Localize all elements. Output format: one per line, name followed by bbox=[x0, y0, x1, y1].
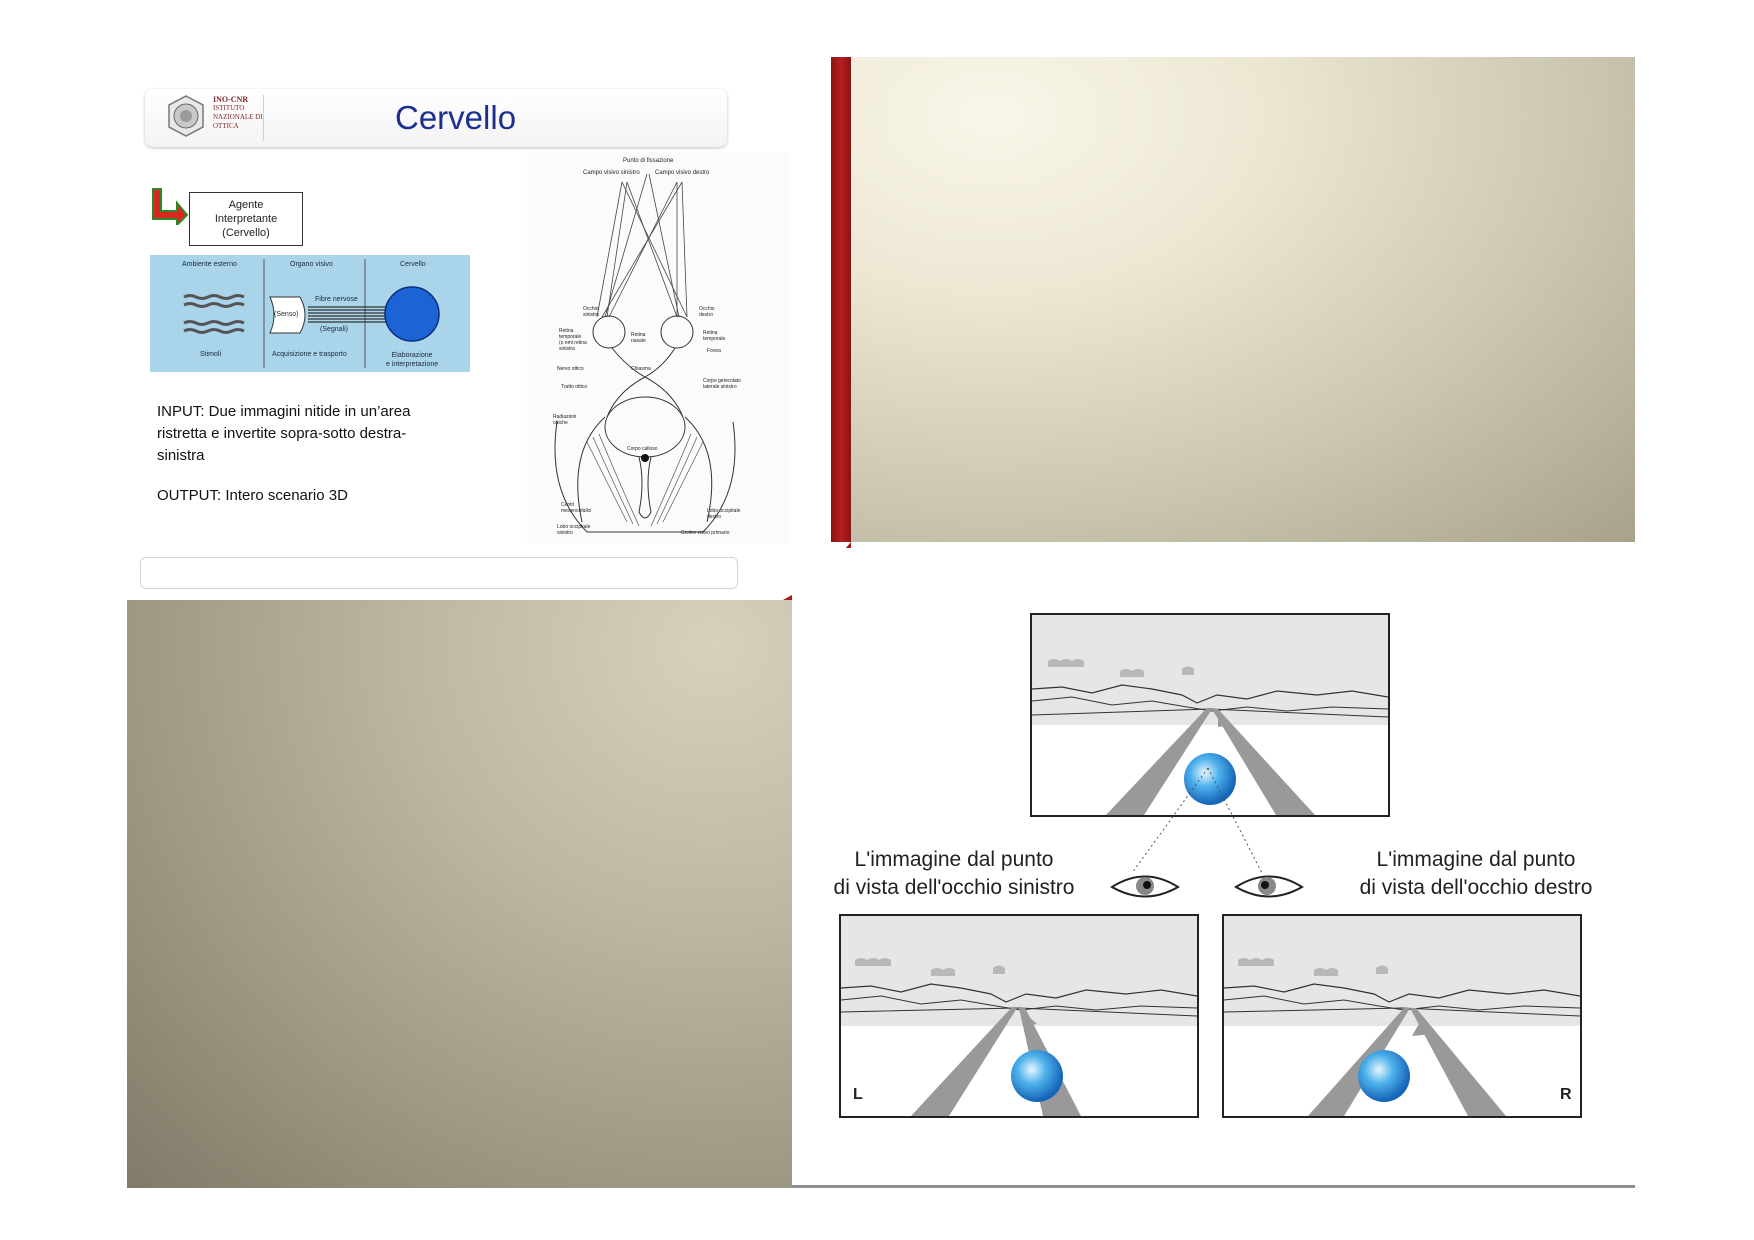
input-description: INPUT: Due immagini nitide in un’area ristretta e invertite sopra-sotto destra- sinistra bbox=[157, 403, 411, 464]
pathway-label-occhio-sinistro: Occhio sinistro bbox=[583, 306, 599, 318]
diagram-footer-stimoli: Stimoli bbox=[200, 351, 222, 358]
logo-line: ISTITUTO bbox=[213, 104, 245, 112]
slide-footer-bar bbox=[140, 557, 738, 589]
agente-interpretante-box bbox=[189, 192, 303, 246]
right-eye-caption bbox=[1344, 846, 1608, 902]
visual-pathway-diagram bbox=[527, 152, 789, 544]
blank-slide-background-bottom-left bbox=[127, 600, 792, 1188]
output-description: OUTPUT: Intero scenario 3D bbox=[157, 487, 348, 504]
agent-box-line: (Cervello) bbox=[222, 227, 270, 239]
pathway-label-nervo-ottico: Nervo ottico bbox=[557, 366, 584, 372]
logo-line: OTTICA bbox=[213, 122, 239, 130]
stereo-vision-figure bbox=[792, 548, 1635, 1188]
scene-right-eye bbox=[1222, 914, 1582, 1118]
left-caption-line: di vista dell'occhio sinistro bbox=[833, 876, 1075, 899]
slide-title: Cervello bbox=[395, 99, 517, 136]
logo-wordmark bbox=[213, 95, 263, 131]
right-caption-line: L'immagine dal punto bbox=[1376, 848, 1576, 871]
pathway-label-radiazioni: Radiazioni ottiche bbox=[553, 414, 577, 426]
pathway-label-tratto-ottico: Tratto ottico bbox=[561, 384, 588, 390]
pathway-label-campo-sinistro: Campo visivo sinistro bbox=[583, 170, 640, 176]
stereo-bottom-rule bbox=[792, 1185, 1635, 1188]
ino-cnr-logo-icon bbox=[165, 95, 207, 137]
blank-slide-background-top-right bbox=[851, 57, 1635, 542]
diagram-label-senso: (Senso) bbox=[274, 311, 299, 318]
logo-separator bbox=[263, 95, 264, 141]
pathway-label-lobo-sinistro: Lobo occipitale sinistro bbox=[557, 524, 591, 536]
vision-process-diagram bbox=[150, 255, 470, 372]
left-eye-caption bbox=[816, 846, 1092, 902]
agent-box-line: Agente bbox=[228, 199, 264, 211]
left-scene-label: L bbox=[853, 1086, 863, 1103]
pathway-label-fovea: Fovea bbox=[707, 348, 721, 354]
right-scene-label: R bbox=[1560, 1086, 1572, 1103]
red-side-band bbox=[831, 57, 851, 542]
diagram-label-segnali: (Segnali) bbox=[320, 326, 349, 333]
pathway-label-centri: Centri mesencefalici bbox=[561, 502, 592, 514]
diagram-footer-acquisizione: Acquisizione e trasporto bbox=[272, 351, 347, 358]
pathway-label-retina-nasale: Retina nasale bbox=[631, 332, 646, 344]
red-l-arrow-icon bbox=[149, 187, 189, 225]
scene-left-eye bbox=[839, 914, 1199, 1118]
pathway-label-corpo-genicolato: Corpo genicolato laterale sinistro bbox=[703, 378, 741, 390]
left-caption-line: L'immagine dal punto bbox=[854, 848, 1054, 871]
pathway-label-retina-temporale-sx: Retina temporale (o emi retina sinistra bbox=[559, 328, 587, 352]
pathway-label-corpo-calloso: Corpo calloso bbox=[627, 446, 658, 452]
right-caption-line: di vista dell'occhio destro bbox=[1359, 876, 1593, 899]
pathway-label-occhio-destro: Occhio destro bbox=[699, 306, 715, 318]
pathway-label-centro-visivo: Centro visivo primario bbox=[681, 530, 730, 536]
pathway-label-campo-destro: Campo visivo destro bbox=[655, 170, 710, 176]
left-eye-icon bbox=[1110, 870, 1180, 904]
right-eye-icon bbox=[1234, 870, 1304, 904]
logo-line: NAZIONALE DI bbox=[213, 113, 263, 121]
diagram-label-fibre: Fibre nervose bbox=[315, 296, 358, 303]
diagram-footer-elaborazione: Elaborazione e interpretazione bbox=[386, 352, 439, 368]
agent-box-line: Interpretante bbox=[214, 213, 278, 225]
slide-cervello bbox=[127, 57, 851, 600]
scene-right-eye-drawing bbox=[1224, 916, 1580, 1116]
diagram-header-organo: Organo visivo bbox=[290, 261, 333, 268]
pathway-label-chiasma: Chiasma bbox=[631, 366, 651, 372]
diagram-header-ambiente: Ambiente esterno bbox=[182, 261, 237, 268]
logo-line: INO-CNR bbox=[213, 95, 249, 104]
scene-left-eye-drawing bbox=[841, 916, 1197, 1116]
pathway-label-fissazione: Punto di fissazione bbox=[623, 158, 674, 164]
slide-title-bar bbox=[145, 89, 727, 147]
pathway-label-lobo-destro: Lobo occipitale destro bbox=[707, 508, 741, 520]
diagram-header-cervello: Cervello bbox=[400, 261, 426, 268]
pathway-label-retina-temporale-dx: Retina temporale bbox=[703, 330, 726, 342]
